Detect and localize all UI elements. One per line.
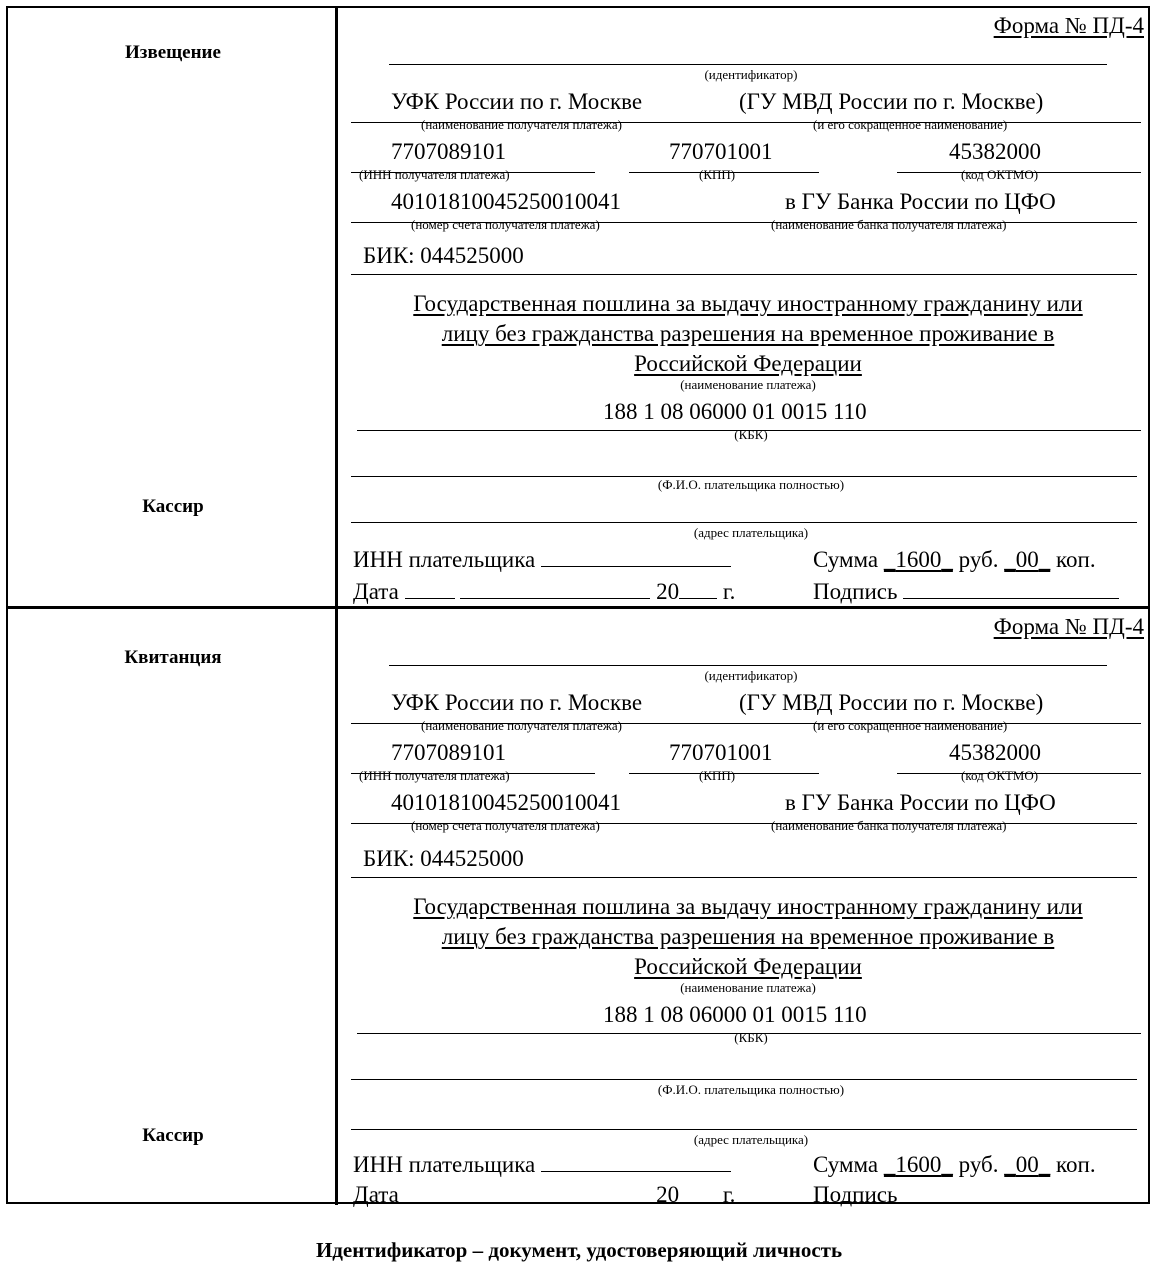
sum-label: Сумма — [813, 547, 879, 572]
identifier-caption: (идентификатор) — [704, 67, 798, 82]
date-day-field[interactable] — [405, 598, 455, 599]
signature-label: Подпись — [813, 579, 898, 604]
date-row — [353, 1183, 735, 1206]
signature-field[interactable] — [903, 598, 1119, 599]
date-day-field[interactable] — [405, 1201, 455, 1202]
payment-name-line3: Российской Федерации — [634, 954, 862, 979]
bank-caption: (наименование банка получателя платежа) — [771, 217, 1007, 232]
payer-inn-row — [353, 1153, 731, 1176]
payer-address-line — [351, 1129, 1137, 1130]
payer-address-caption: (адрес плательщика) — [693, 1132, 809, 1147]
oktmo-value: 45382000 — [949, 740, 1041, 765]
notice-title: Извещение — [125, 42, 221, 63]
year-prefix: 20 — [656, 579, 680, 604]
payer-inn-field[interactable] — [541, 1171, 731, 1172]
signature-field[interactable] — [903, 1201, 1119, 1202]
date-label: Дата — [353, 1182, 399, 1207]
account-value: 40101810045250010041 — [391, 790, 621, 815]
recipient-name-caption: (наименование получателя платежа) — [421, 117, 622, 132]
receipt-section — [8, 606, 1148, 1205]
account-value: 40101810045250010041 — [391, 189, 621, 214]
payment-name-line2: лицу без гражданства разрешения на временное проживание в — [441, 321, 1055, 346]
date-month-field[interactable] — [460, 1201, 650, 1202]
receipt-left-column — [8, 609, 338, 1205]
notice-cashier-label: Кассир — [142, 496, 204, 517]
recipient-short-name: (ГУ МВД России по г. Москве) — [739, 89, 1044, 114]
year-suffix: г. — [722, 579, 736, 604]
kpp-value: 770701001 — [669, 740, 773, 765]
kbk-value: 188 1 08 06000 01 0015 110 — [603, 1002, 867, 1027]
sum-kop-value: _00_ — [1004, 1152, 1051, 1177]
bik-value: БИК: 044525000 — [363, 243, 524, 268]
recipient-name-caption: (наименование получателя платежа) — [421, 718, 622, 733]
kop-label: коп. — [1056, 1152, 1096, 1177]
payer-inn-label: ИНН плательщика — [353, 1152, 536, 1177]
notice-section — [8, 8, 1148, 606]
kbk-caption: (КБК) — [734, 1030, 768, 1045]
payer-inn-row — [353, 548, 731, 571]
signature-label: Подпись — [813, 1182, 898, 1207]
oktmo-value: 45382000 — [949, 139, 1041, 164]
bank-value: в ГУ Банка России по ЦФО — [785, 189, 1056, 214]
bank-caption: (наименование банка получателя платежа) — [771, 818, 1007, 833]
kpp-caption: (КПП) — [699, 768, 736, 783]
notice-left-column — [8, 8, 338, 606]
kpp-value: 770701001 — [669, 139, 773, 164]
year-prefix: 20 — [656, 1182, 680, 1207]
form-number: Форма № ПД-4 — [993, 13, 1144, 38]
inn-caption: (ИНН получателя платежа) — [359, 768, 510, 783]
identifier-caption: (идентификатор) — [704, 668, 798, 683]
notice-form-body — [341, 8, 1148, 606]
payment-name-line3: Российской Федерации — [634, 351, 862, 376]
identifier-line — [389, 64, 1107, 65]
kbk-value: 188 1 08 06000 01 0015 110 — [603, 399, 867, 424]
date-row — [353, 580, 735, 603]
payer-fio-caption: (Ф.И.О. плательщика полностью) — [657, 1082, 845, 1097]
footer-note: Идентификатор – документ, удостоверяющий личность — [315, 1238, 843, 1262]
recipient-short-name: (ГУ МВД России по г. Москве) — [739, 690, 1044, 715]
sum-label: Сумма — [813, 1152, 879, 1177]
rub-label: руб. — [958, 547, 999, 572]
receipt-title: Квитанция — [124, 647, 222, 668]
payer-fio-caption: (Ф.И.О. плательщика полностью) — [657, 477, 845, 492]
bik-line — [351, 274, 1137, 275]
date-year-field[interactable] — [679, 598, 717, 599]
identifier-line — [389, 665, 1107, 666]
payer-inn-field[interactable] — [541, 566, 731, 567]
payment-form-frame — [6, 6, 1150, 1207]
year-suffix: г. — [722, 1182, 736, 1207]
payer-address-caption: (адрес плательщика) — [693, 525, 809, 540]
payer-address-line — [351, 522, 1137, 523]
sum-rub-value: _1600_ — [883, 547, 953, 572]
receipt-cashier-label: Кассир — [142, 1125, 204, 1146]
account-caption: (номер счета получателя платежа) — [411, 818, 600, 833]
bik-value: БИК: 044525000 — [363, 846, 524, 871]
sum-row — [813, 548, 1096, 571]
form-number: Форма № ПД-4 — [993, 614, 1144, 639]
payment-name-line2: лицу без гражданства разрешения на временное проживание в — [441, 924, 1055, 949]
oktmo-caption: (код ОКТМО) — [961, 768, 1039, 783]
payer-inn-label: ИНН плательщика — [353, 547, 536, 572]
recipient-short-caption: (и его сокращенное наименование) — [813, 117, 1008, 132]
date-label: Дата — [353, 579, 399, 604]
sum-kop-value: _00_ — [1004, 547, 1051, 572]
sum-row — [813, 1153, 1096, 1176]
date-year-field[interactable] — [679, 1201, 717, 1202]
oktmo-caption: (код ОКТМО) — [961, 167, 1039, 182]
payment-name-caption: (наименование платежа) — [680, 980, 816, 995]
sum-rub-value: _1600_ — [883, 1152, 953, 1177]
rub-label: руб. — [958, 1152, 999, 1177]
payment-name-caption: (наименование платежа) — [680, 377, 816, 392]
kop-label: коп. — [1056, 547, 1096, 572]
payment-name-line1: Государственная пошлина за выдачу иностранному гражданину или — [413, 291, 1083, 316]
payment-name-line1: Государственная пошлина за выдачу иностранному гражданину или — [413, 894, 1083, 919]
signature-row — [813, 1183, 1119, 1206]
inn-value: 7707089101 — [391, 740, 506, 765]
receipt-form-body — [341, 609, 1148, 1205]
recipient-name: УФК России по г. Москве — [391, 89, 643, 114]
kbk-caption: (КБК) — [734, 427, 768, 442]
date-month-field[interactable] — [460, 598, 650, 599]
bank-value: в ГУ Банка России по ЦФО — [785, 790, 1056, 815]
recipient-name: УФК России по г. Москве — [391, 690, 643, 715]
signature-row — [813, 580, 1119, 603]
account-caption: (номер счета получателя платежа) — [411, 217, 600, 232]
recipient-short-caption: (и его сокращенное наименование) — [813, 718, 1008, 733]
inn-caption: (ИНН получателя платежа) — [359, 167, 510, 182]
bik-line — [351, 877, 1137, 878]
payer-fio-line — [351, 1079, 1137, 1080]
inn-value: 7707089101 — [391, 139, 506, 164]
kpp-caption: (КПП) — [699, 167, 736, 182]
